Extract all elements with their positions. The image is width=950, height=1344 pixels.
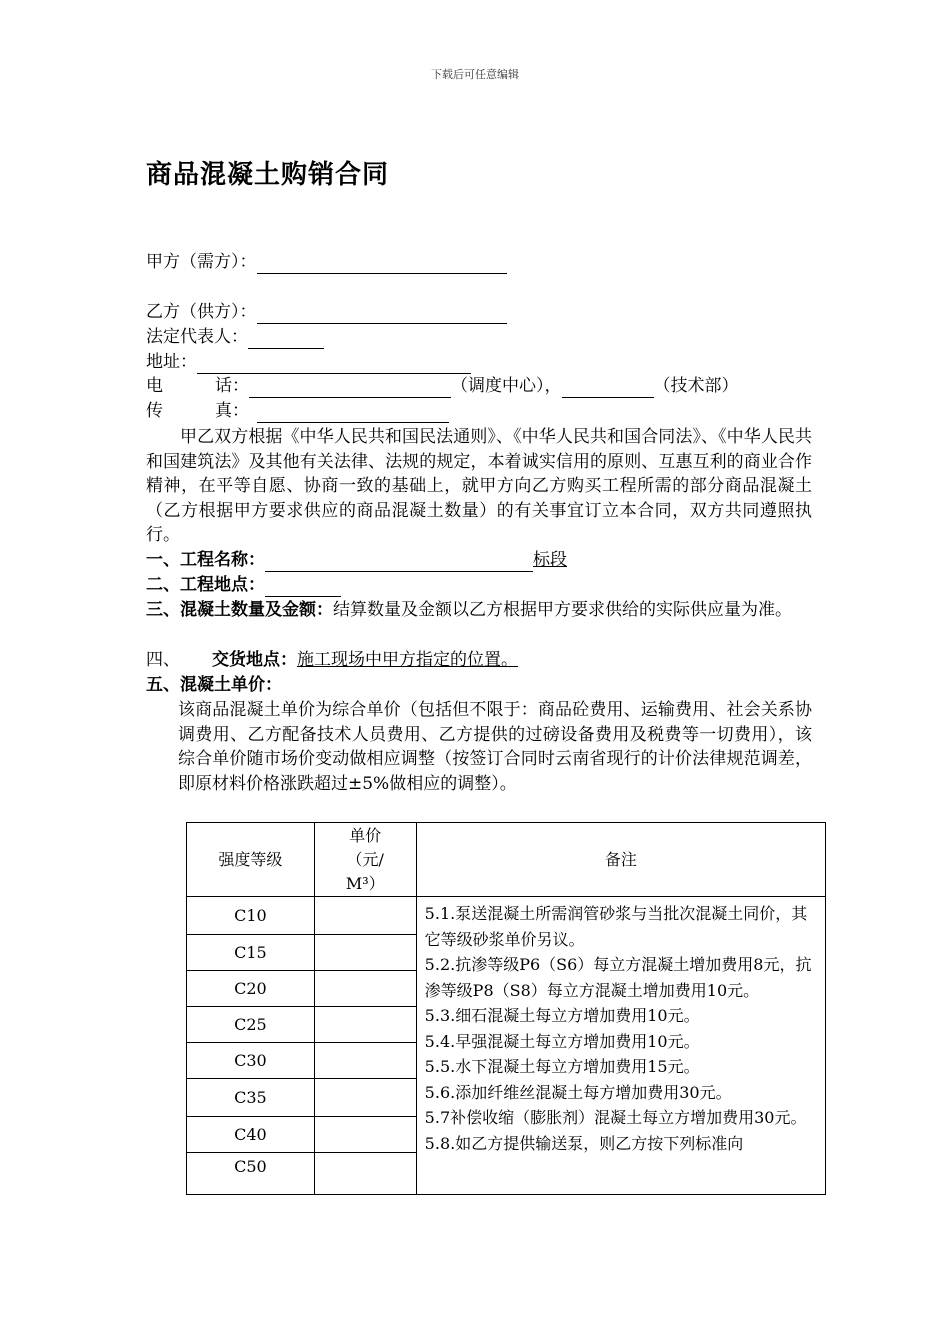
- section-3-text: 结算数量及金额以乙方根据甲方要求供给的实际供应量为准。: [333, 600, 792, 620]
- fax-label-1: 传: [146, 401, 163, 421]
- grade-header: 强度等级: [187, 823, 315, 897]
- section-3: [146, 598, 812, 623]
- section-5-heading: [146, 673, 282, 697]
- note-item: 5.4.早强混凝土每立方增加费用10元。: [424, 1031, 700, 1051]
- price-cell: [314, 1079, 416, 1117]
- note-item: 5.3.细石混凝土每立方增加费用10元。: [424, 1006, 700, 1025]
- phone-dispatch-label: （调度中心），: [451, 376, 562, 396]
- note-item: 5.5.水下混凝土每立方增加费用15元。: [424, 1057, 700, 1076]
- phone-label-1: 电: [146, 376, 163, 396]
- grade-cell: C10: [187, 897, 315, 935]
- remarks-header: 备注: [416, 823, 825, 897]
- phone-line: [146, 374, 739, 398]
- fax-label-2: 真：: [215, 401, 249, 421]
- grade-cell: C30: [187, 1043, 315, 1079]
- grade-cell: C35: [187, 1079, 315, 1117]
- remarks-cell: [416, 897, 825, 1195]
- note-item: 5.6.添加纤维丝混凝土每方增加费用30元。: [424, 1082, 732, 1102]
- section-4-label: 交货地点：: [212, 650, 297, 670]
- section-1-suffix: 标段: [533, 550, 567, 570]
- price-header-1: 单价: [349, 825, 382, 845]
- price-header-2: （元/: [346, 849, 384, 869]
- legal-rep-line: [146, 325, 324, 349]
- party-a-label: 甲方（需方）：: [146, 252, 257, 272]
- fax-blank: [257, 404, 449, 423]
- grade-cell: C50: [187, 1153, 315, 1195]
- price-cell: [314, 1117, 416, 1153]
- preamble-paragraph: 甲乙双方根据《中华人民共和国民法通则》、《中华人民共和国合同法》、《中华人民共和国建筑法》及其他有关法律、法规的规定，本着诚实信用的原则、互惠互利的商业合作精神，在平等自愿、协商一致的基础上，就甲方向乙方购买工程所需的部分商品混凝土（乙方根据甲方要求供应的商品混凝土数量）的有关事宜订立本合同，双方共同遵照执行。: [146, 427, 812, 545]
- party-b-blank: [257, 305, 507, 324]
- party-a-blank: [257, 255, 507, 274]
- price-cell: [314, 1153, 416, 1195]
- price-cell: [314, 1007, 416, 1043]
- section-4: [146, 648, 518, 672]
- note-item: 5.2.抗渗等级P6（S6）每立方混凝土增加费用8元，抗渗等级P8（S8）每立方混凝土增加费用10元。: [424, 955, 812, 1000]
- address-line: [146, 350, 471, 374]
- phone-tech-label: （技术部）: [653, 376, 739, 396]
- phone-label-2: 话：: [215, 376, 249, 396]
- price-cell: [314, 971, 416, 1007]
- grade-cell: C40: [187, 1117, 315, 1153]
- table-row: [187, 897, 826, 935]
- table-header-row: [187, 823, 826, 897]
- section-4-num: 四、: [146, 650, 180, 670]
- grade-cell: C20: [187, 971, 315, 1007]
- phone-dispatch-blank: [249, 379, 451, 398]
- project-name-blank: [265, 553, 533, 572]
- note-item: 5.1.泵送混凝土所需润管砂浆与当批次混凝土同价，其它等级砂浆单价另议。: [424, 904, 808, 949]
- legal-rep-label: 法定代表人：: [146, 327, 248, 347]
- section-3-label: 三、混凝土数量及金额：: [146, 600, 333, 620]
- price-header: [314, 823, 416, 897]
- legal-rep-blank: [248, 330, 324, 349]
- party-a-line: [146, 250, 507, 274]
- party-b-label: 乙方（供方）：: [146, 302, 257, 322]
- section-1: [146, 548, 567, 572]
- price-cell: [314, 935, 416, 971]
- section-5-text: 该商品混凝土单价为综合单价（包括但不限于：商品砼费用、运输费用、社会关系协调费用、乙方配备技术人员费用、乙方提供的过磅设备费用及税费等一切费用），该综合单价随市场价变动做相应调整（按签订合同时云南省现行的计价法律规范调差，即原材料价格涨跌超过±5%做相应的调整）。: [178, 700, 812, 794]
- page-title: 商品混凝土购销合同: [146, 160, 390, 190]
- section-1-label: 一、工程名称：: [146, 550, 265, 570]
- address-label: 地址：: [146, 352, 197, 372]
- section-4-text: 施工现场中甲方指定的位置。: [297, 650, 518, 670]
- price-cell: [314, 897, 416, 935]
- fax-line: [146, 399, 449, 423]
- price-header-3: M³）: [345, 873, 385, 893]
- grade-cell: C25: [187, 1007, 315, 1043]
- note-item: 5.8.如乙方提供输送泵，则乙方按下列标准向: [424, 1133, 744, 1153]
- section-2: [146, 573, 341, 597]
- party-b-line: [146, 300, 507, 324]
- phone-tech-blank: [562, 379, 654, 398]
- page-header: 下载后可任意编辑: [431, 68, 519, 81]
- price-cell: [314, 1043, 416, 1079]
- price-table: [186, 822, 826, 1195]
- address-blank: [197, 355, 471, 374]
- note-item: 5.7补偿收缩（膨胀剂）混凝土每立方增加费用30元。: [424, 1108, 807, 1127]
- project-location-blank: [265, 578, 341, 597]
- grade-cell: C15: [187, 935, 315, 971]
- section-2-label: 二、工程地点：: [146, 575, 265, 595]
- section-5-label: 五、混凝土单价：: [146, 675, 282, 695]
